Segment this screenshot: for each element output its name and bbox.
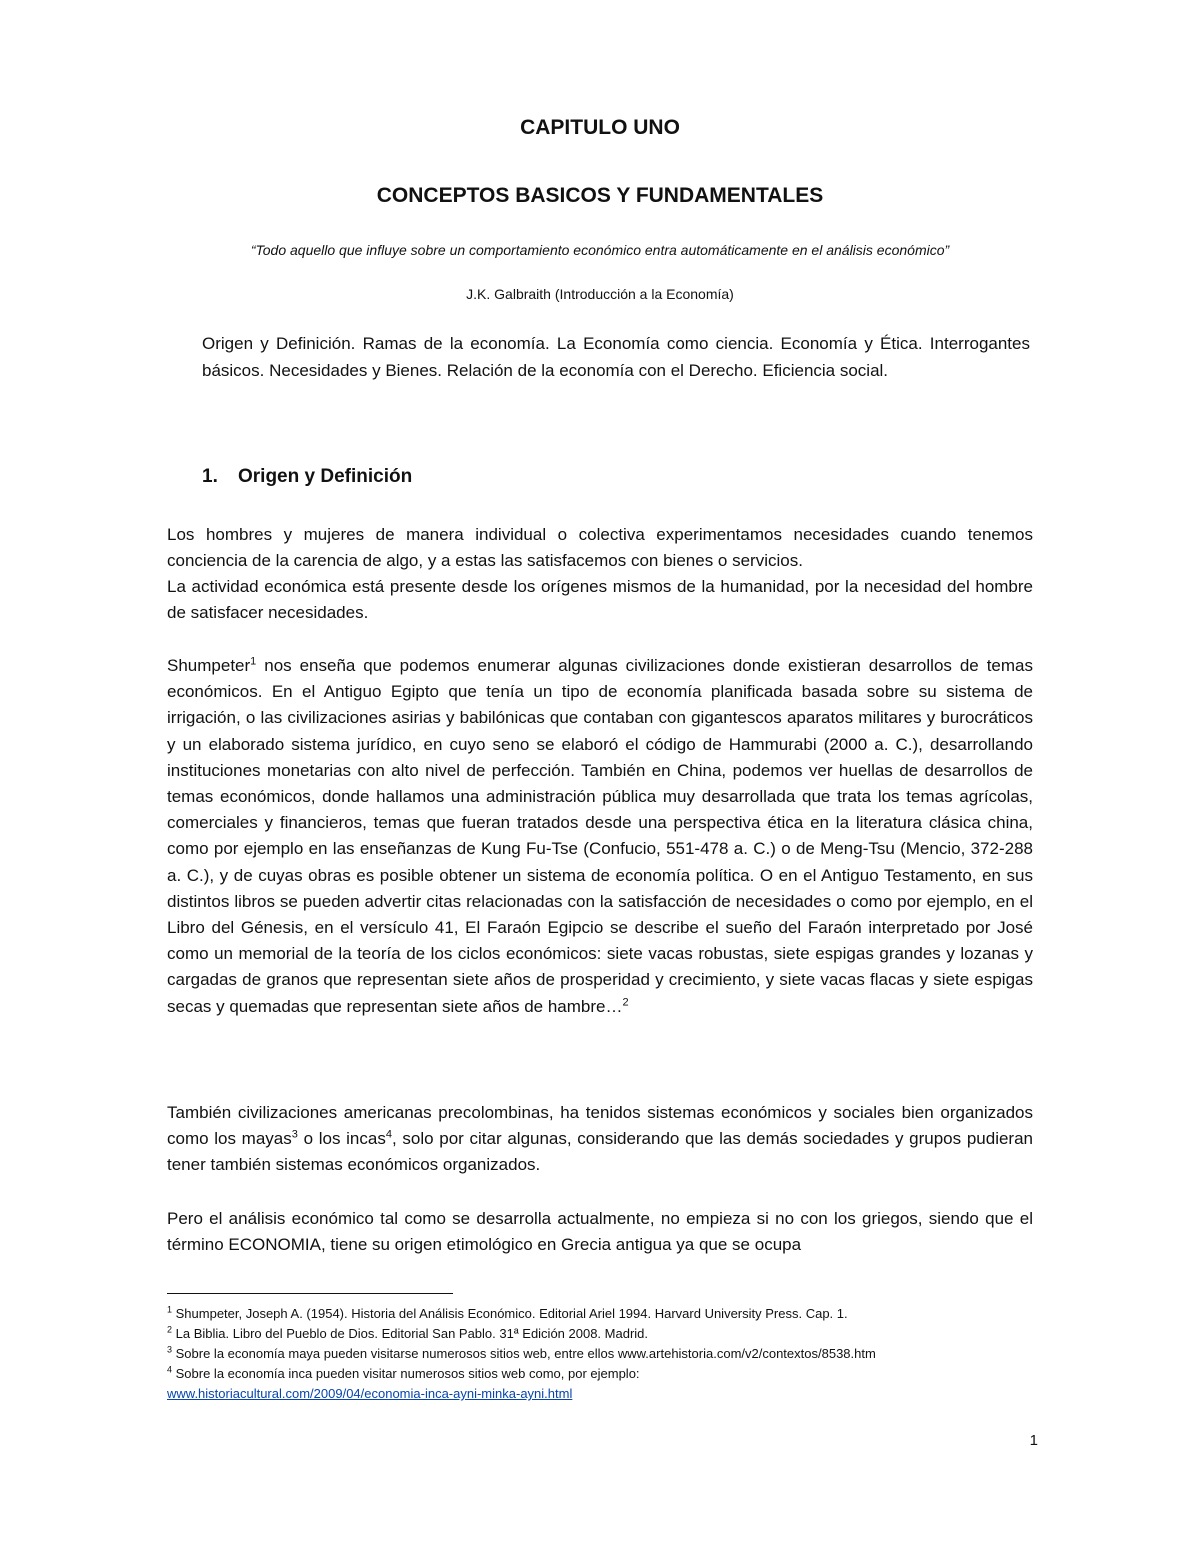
footnote-mark: 1 xyxy=(167,1304,173,1315)
chapter-summary: Origen y Definición. Ramas de la economía. La Economía como ciencia. Economía y Ética. Interrogantes básicos. Necesidades y Bienes. Relación de la economía con el Derecho. Eficiencia social. xyxy=(202,334,1030,380)
paragraph-4-text-a: También civilizaciones americanas precolombinas, ha tenidos sistemas económicos y sociales bien organizados como los mayas xyxy=(167,1103,1033,1149)
paragraph-4-text-c: , solo por citar algunas, considerando que las demás sociedades y grupos pudieran tener también sistemas económicos organizados. xyxy=(167,1129,1033,1175)
footnote-text: Sobre la economía maya pueden visitarse numerosos sitios web, entre ellos www.artehistoria.com/v2/contextos/8538.htm xyxy=(172,1346,876,1361)
chapter-title: CONCEPTOS BASICOS Y FUNDAMENTALES xyxy=(376,184,824,207)
paragraph-4 xyxy=(167,1100,1033,1179)
footnote-ref-2[interactable]: 2 xyxy=(622,995,629,1008)
epigraph-author: J.K. Galbraith (Introducción a la Economía) xyxy=(466,286,734,302)
footnote-2 xyxy=(167,1324,1067,1344)
epigraph-quote: “Todo aquello que influye sobre un comportamiento económico entra automáticamente en el análisis económico” xyxy=(250,242,950,258)
footnote-divider xyxy=(167,1293,453,1294)
footnote-text: Sobre la economía inca pueden visitar numerosos sitios web como, por ejemplo: xyxy=(172,1366,640,1381)
paragraph-4-text-b: o los incas xyxy=(297,1129,386,1149)
paragraph-3-text-b: nos enseña que podemos enumerar algunas civilizaciones donde existieran desarrollos de temas económicos. En el Antiguo Egipto que tenía un tipo de economía planificada basada sobre su sistema de irrigación, o las civilizaciones asirias y babilónicas que contaban con gigantescos aparatos militares y burocráticos y un elaborado sistema jurídico, en cuyo seno se elaboró el código de Hammurabi (2000 a. C.), desarrollando instituciones monetarias con alto nivel de perfección. También en China, podemos ver huellas de desarrollos de temas económicos, donde hallamos una administración pública muy desarrollada que trata los temas agrícolas, comerciales y financieros, temas que fueran tratados desde una perspectiva ética en la literatura clásica china, como por ejemplo en las enseñanzas de Kung Fu-Tse (Confucio, 551-478 a. C.) o de Meng-Tsu (Mencio, 372-288 a. C.), y de cuyas obras es posible obtener un sistema de economía política. O en el Antiguo Testamento, en sus distintos libros se pueden advertir citas relacionadas con la satisfacción de necesidades o como por ejemplo, en el Libro del Génesis, en el versículo 41, El Faraón Egipcio se describe el sueño del Faraón interpretado por José como un memorial de la teoría de los ciclos económicos: siete vacas robustas, siete espigas grandes y lozanas y cargadas de granos que representan siete años de prosperidad y crecimiento, y siete vacas flacas y siete espigas secas y quemadas que representan siete años de hambre… xyxy=(167,656,1033,1016)
footnote-ref-3[interactable]: 3 xyxy=(291,1128,298,1141)
footnote-3 xyxy=(167,1344,1067,1364)
footnote-4 xyxy=(167,1364,1067,1384)
footnote-mark: 2 xyxy=(167,1324,173,1335)
paragraph-1: Los hombres y mujeres de manera individual o colectiva experimentamos necesidades cuando tenemos conciencia de la carencia de algo, y a estas las satisfacemos con bienes o servicios. xyxy=(167,525,1033,571)
section-title: Origen y Definición xyxy=(238,466,413,487)
section-heading xyxy=(202,466,902,488)
footnote-text: La Biblia. Libro del Pueblo de Dios. Editorial San Pablo. 31ª Edición 2008. Madrid. xyxy=(172,1326,649,1341)
footnote-ref-1[interactable]: 1 xyxy=(250,655,257,668)
page-number: 1 xyxy=(1029,1432,1038,1449)
footnote-4-link-line xyxy=(167,1384,1067,1404)
footnote-text: Shumpeter, Joseph A. (1954). Historia del Análisis Económico. Editorial Ariel 1994. Harvard University Press. Cap. 1. xyxy=(172,1306,848,1321)
chapter-heading: CAPITULO UNO xyxy=(520,116,680,139)
footnote-ref-4[interactable]: 4 xyxy=(385,1128,392,1141)
footnote-1 xyxy=(167,1304,1067,1324)
footnotes xyxy=(167,1304,1067,1404)
footnote-mark: 4 xyxy=(167,1364,173,1375)
paragraph-5: Pero el análisis económico tal como se desarrolla actualmente, no empieza si no con los griegos, siendo que el término ECONOMIA, tiene su origen etimológico en Grecia antigua ya que se ocupa xyxy=(167,1209,1033,1255)
section-number: 1. xyxy=(202,466,218,487)
footnote-mark: 3 xyxy=(167,1344,173,1355)
paragraph-2: La actividad económica está presente desde los orígenes mismos de la humanidad, por la necesidad del hombre de satisfacer necesidades. xyxy=(167,577,1033,623)
paragraph-3-text-a: Shumpeter xyxy=(167,656,251,675)
paragraph-3 xyxy=(167,653,1033,1020)
footnote-link[interactable]: www.historiacultural.com/2009/04/economia-inca-ayni-minka-ayni.html xyxy=(167,1386,573,1401)
